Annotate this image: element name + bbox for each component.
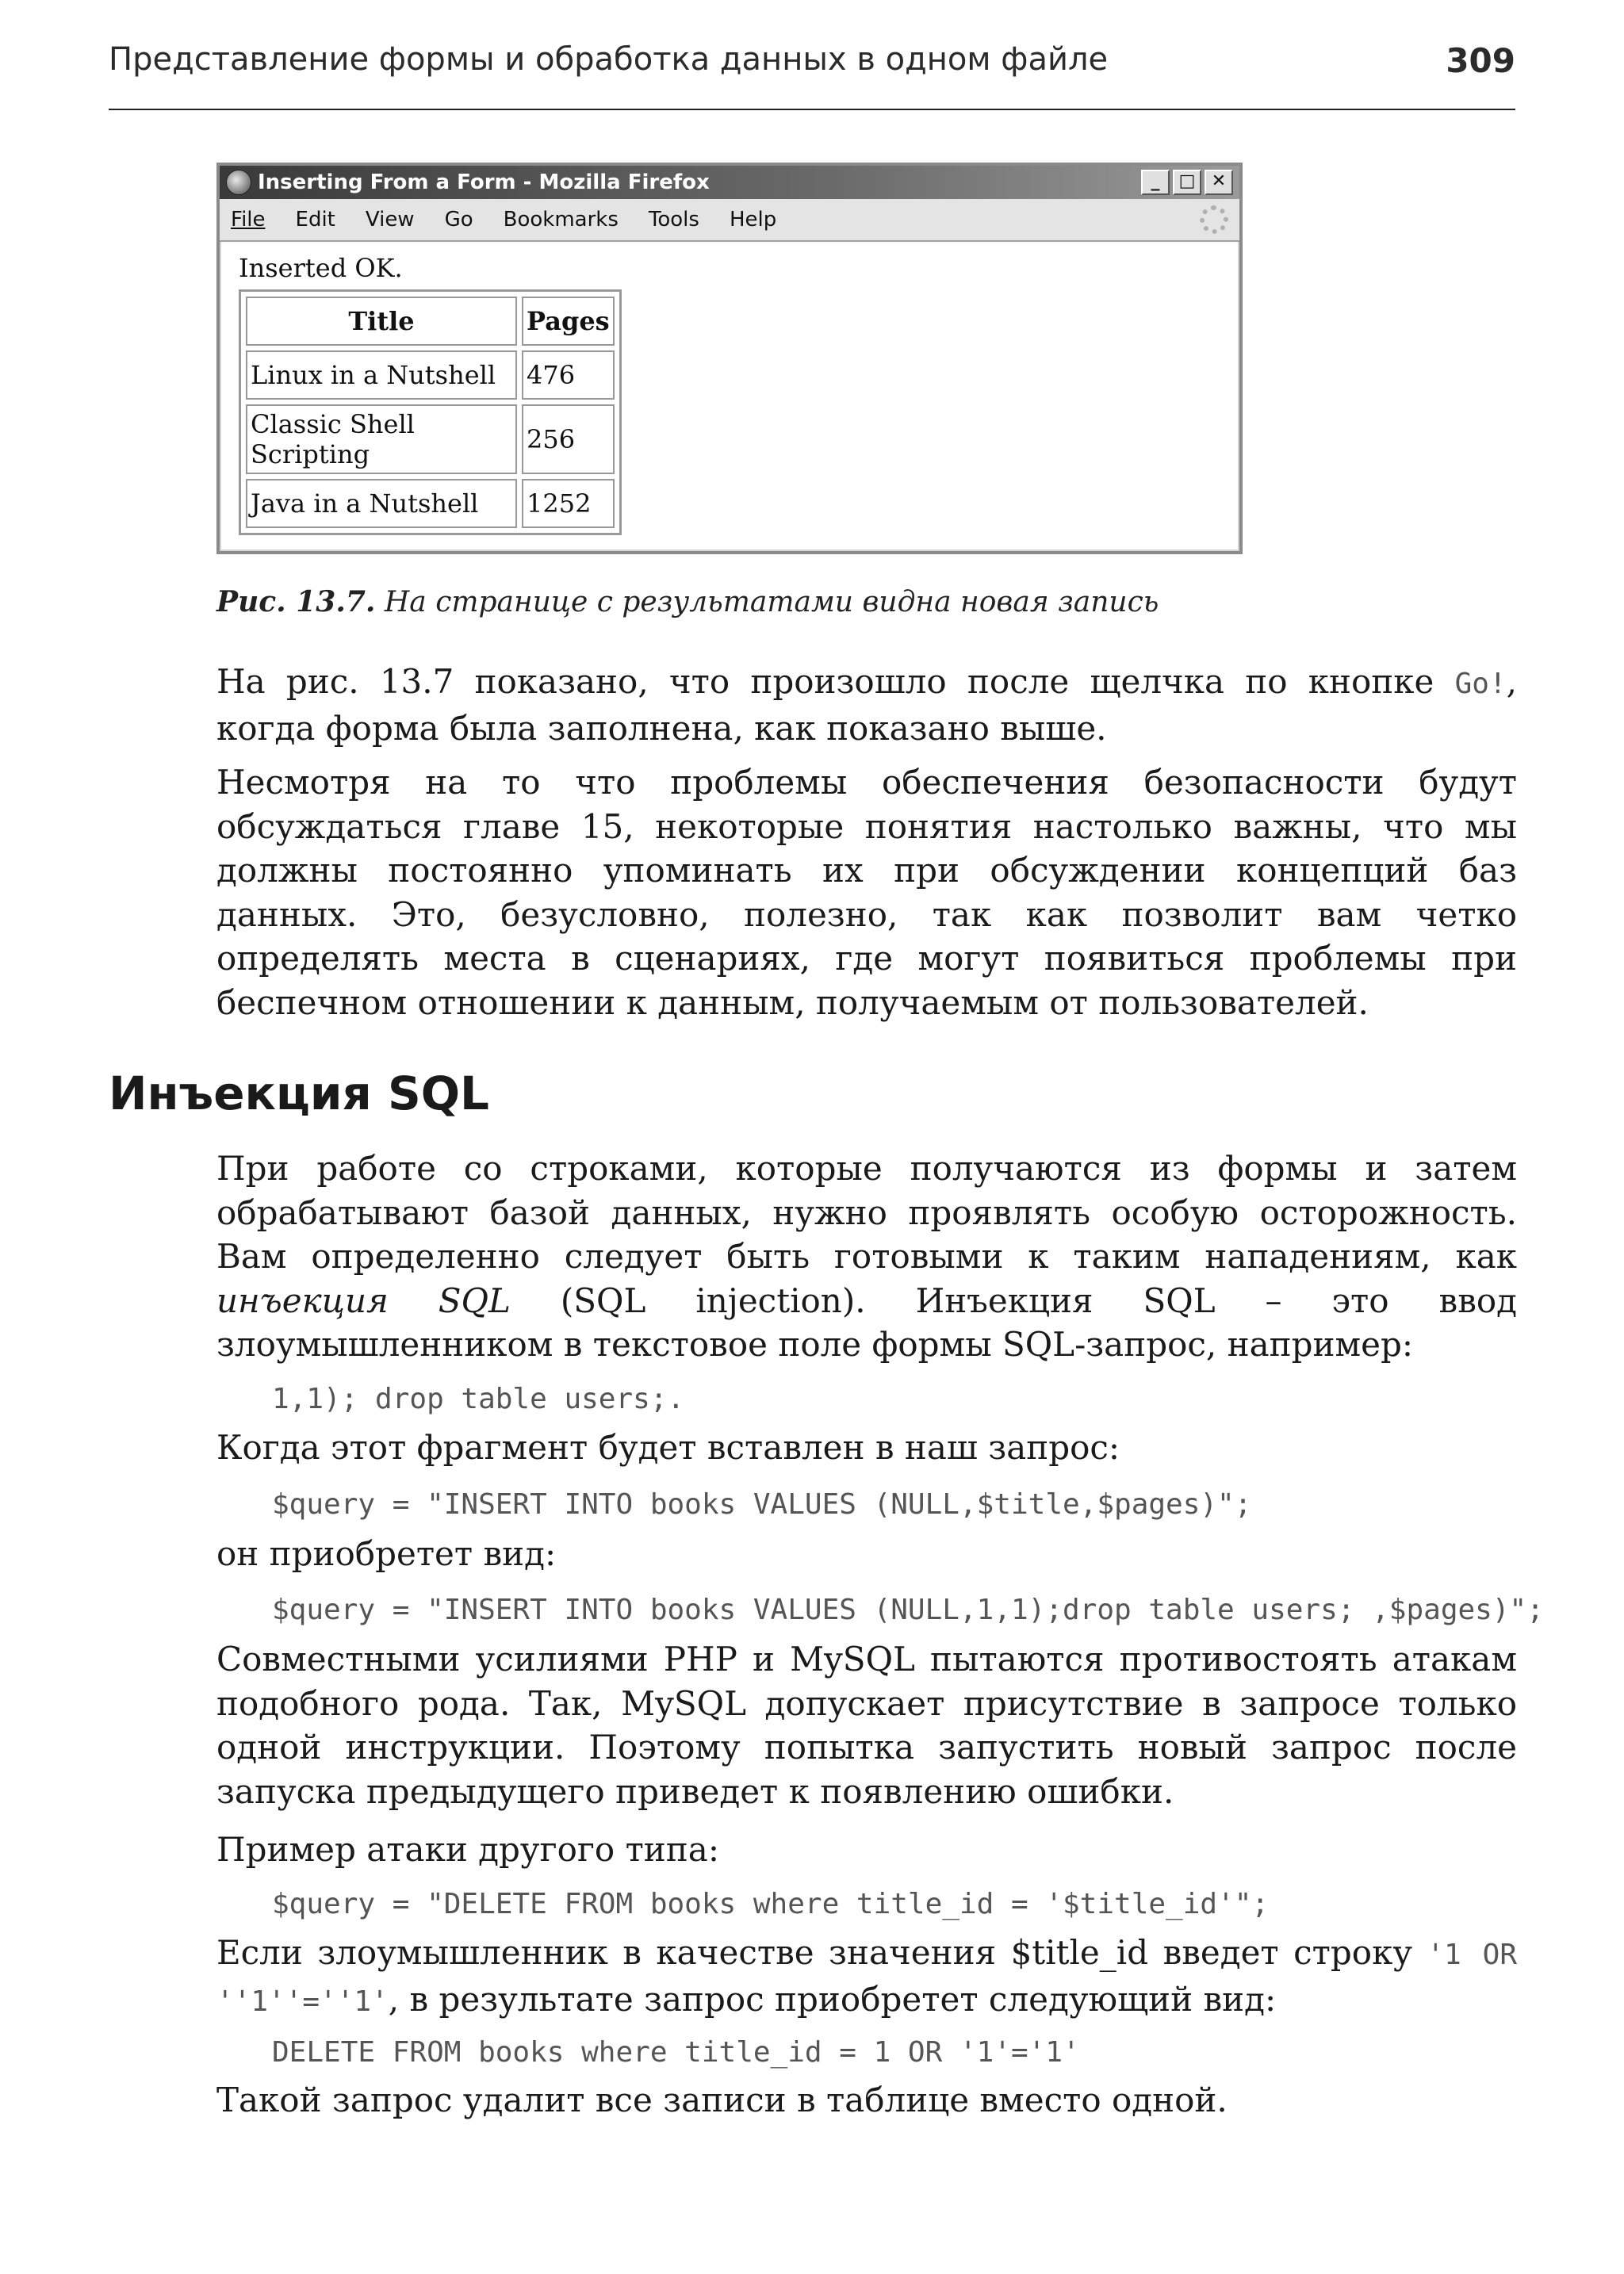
paragraph-7: Пример атаки другого типа: xyxy=(216,1830,719,1869)
menu-edit: Edit xyxy=(295,208,335,232)
cell-title: Classic Shell Scripting xyxy=(246,404,517,474)
paragraph-5: он приобретет вид: xyxy=(216,1534,557,1573)
term-sql-injection: инъекция SQL xyxy=(216,1281,511,1320)
paragraph-6: Совместными усилиями PHP и MySQL пытаются противостоять атакам подобного рода. Так, MySQL допускает присутствие в запросе только одной инструкции. Поэтому попытка запустить новый запрос после запуска предыдущего приведет к появлению ошибки. xyxy=(216,1640,1517,1811)
paragraph-3 xyxy=(216,1147,1517,1367)
minimize-icon: _ xyxy=(1141,170,1170,195)
paragraph-2: Несмотря на то что проблемы обеспечения безопасности будут обсуждаться главе 15, некоторые понятия настолько важны, что мы должны постоянно упоминать их при обсуждении концепций баз данных. Это, безусловно, полезно, так как позволит вам четко определять места в сценариях, где могут появиться проблемы при беспечном отношении к данным, получаемым от пользователей. xyxy=(216,763,1517,1022)
p8-text-end: , в результате запрос приобретет следующий вид: xyxy=(388,1979,1277,2019)
running-title: Представление формы и обработка данных в одном файле xyxy=(109,41,1109,78)
cell-title: Java in a Nutshell xyxy=(246,479,517,528)
browser-screenshot-figure xyxy=(216,163,1243,554)
firefox-icon xyxy=(226,170,251,195)
menu-file: File xyxy=(231,208,266,232)
figure-label: Рис. 13.7. xyxy=(216,585,376,618)
inline-code-go: Go! xyxy=(1454,668,1507,700)
window-controls xyxy=(1141,170,1233,195)
menu-tools: Tools xyxy=(648,208,699,232)
page-header xyxy=(109,41,1515,110)
window-titlebar xyxy=(220,166,1239,199)
window-title: Inserting From a Form - Mozilla Firefox xyxy=(258,170,710,194)
p1-text: На рис. 13.7 показано, что произошло после щелчка по кнопке xyxy=(216,662,1455,701)
paragraph-8 xyxy=(216,1931,1517,2023)
code-snippet-5: DELETE FROM books where title_id = 1 OR '1'='1' xyxy=(272,2036,1080,2069)
browser-content xyxy=(220,242,1239,546)
cell-title: Linux in a Nutshell xyxy=(246,350,517,400)
status-message: Inserted OK. xyxy=(239,253,403,283)
table-row xyxy=(246,350,615,400)
code-snippet-1: 1,1); drop table users;. xyxy=(272,1383,685,1415)
code-snippet-2: $query = "INSERT INTO books VALUES (NULL,$title,$pages)"; xyxy=(272,1488,1252,1521)
books-table xyxy=(239,289,622,535)
p3-text-end: (SQL injection). Инъекция SQL – это ввод злоумышленником в текстовое поле формы SQL-запрос, например: xyxy=(216,1281,1517,1364)
column-header-pages: Pages xyxy=(522,297,615,346)
p8-text: Если злоумышленник в качестве значения $title_id введет строку xyxy=(216,1933,1427,1972)
inline-code-attack-string: '1 OR ''1''=''1' xyxy=(216,1939,1517,2018)
table-row xyxy=(246,404,615,474)
p1-text-end: , когда форма была заполнена, как показано выше. xyxy=(216,662,1517,748)
p3-text: При работе со строками, которые получаются из формы и затем обрабатывают базой данных, нужно проявлять особую осторожность. Вам определенно следует быть готовыми к таким нападениям, как xyxy=(216,1149,1517,1276)
paragraph-1 xyxy=(216,660,1517,750)
table-header-row xyxy=(246,297,615,346)
section-title: Инъекция SQL xyxy=(109,1066,490,1120)
menu-help: Help xyxy=(729,208,777,232)
code-snippet-3: $query = "INSERT INTO books VALUES (NULL,1,1);drop table users; ,$pages)"; xyxy=(272,1594,1544,1626)
menu-bar xyxy=(220,199,1239,242)
column-header-title: Title xyxy=(246,297,517,346)
figure-caption-text: На странице с результатами видна новая запись xyxy=(375,586,1159,618)
page-number: 309 xyxy=(1446,41,1515,80)
figure-caption xyxy=(216,585,1327,618)
paragraph-9: Такой запрос удалит все записи в таблице вместо одной. xyxy=(216,2081,1228,2119)
cell-pages: 476 xyxy=(522,350,615,400)
cell-pages: 256 xyxy=(522,404,615,474)
throbber-icon xyxy=(1200,205,1228,234)
paragraph-4: Когда этот фрагмент будет вставлен в наш запрос: xyxy=(216,1428,1120,1467)
cell-pages: 1252 xyxy=(522,479,615,528)
menu-go: Go xyxy=(444,208,473,232)
table-row xyxy=(246,479,615,528)
close-icon: ✕ xyxy=(1205,170,1233,195)
menu-view: View xyxy=(365,208,415,232)
maximize-icon: □ xyxy=(1173,170,1201,195)
code-snippet-4: $query = "DELETE FROM books where title_id = '$title_id'"; xyxy=(272,1888,1270,1920)
menu-bookmarks: Bookmarks xyxy=(503,208,619,232)
